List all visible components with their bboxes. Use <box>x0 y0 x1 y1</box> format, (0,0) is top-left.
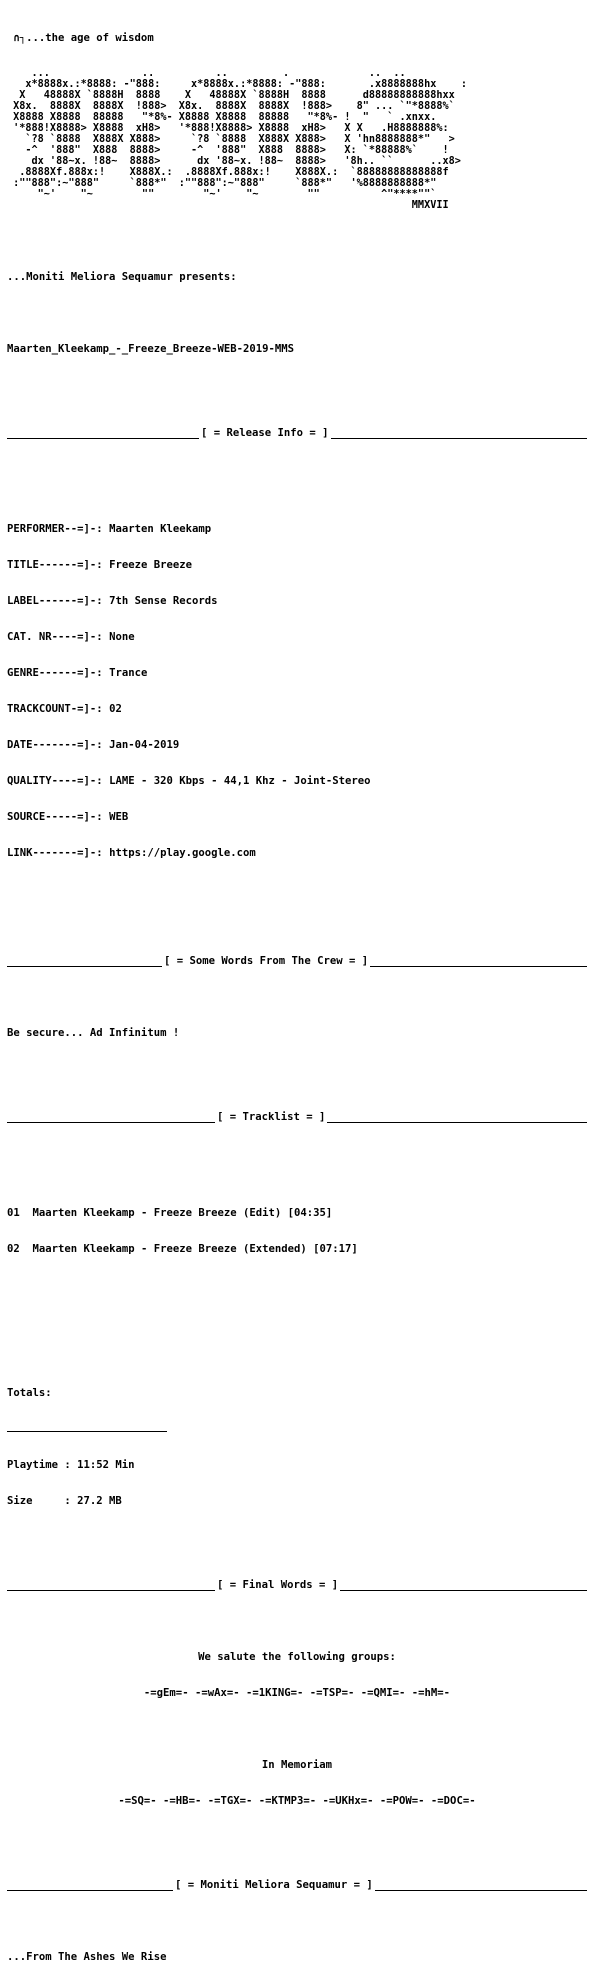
info-row-title: TITLE------=]-: Freeze Breeze <box>7 559 192 571</box>
release-name: Maarten_Kleekamp_-_Freeze_Breeze-WEB-2019-MMS <box>7 343 295 355</box>
section-final-words <box>7 1579 587 1591</box>
info-row-source: SOURCE-----=]-: WEB <box>7 811 129 823</box>
totals-divider <box>7 1423 587 1435</box>
salute-heading: We salute the following groups: <box>198 1651 396 1663</box>
track-row: 01 Maarten Kleekamp - Freeze Breeze (Edit) [04:35] <box>7 1207 333 1219</box>
section-title: [ = Release Info = ] <box>201 427 329 439</box>
totals-label: Totals: <box>7 1387 52 1399</box>
header-line: ∩┐...the age of wisdom <box>7 32 154 44</box>
salute-groups: -=gEm=- -=wAx=- -=1KING=- -=TSP=- -=QMI=- -=hM=- <box>143 1687 451 1699</box>
section-title: [ = Tracklist = ] <box>217 1111 326 1123</box>
crew-words-text: Be secure... Ad Infinitum ! <box>7 1027 180 1039</box>
ascii-art-logo: ... .. .. . .. .. x*8888x.:*8888: -"888: x*8888x.:*8888: -"888: .x8888888hx : X 48888X `8888H 8888 X 48888X `8888H 8888 d88888888888hxx X8x. 8888X 8888X !888> X8x. 8888X 8888X !888> 8" ... `"*8888%` X8888 X8888 88888 "*8%- X8888 X8888 88888 "*8%- ! " ` .xnxx. '*888!X8888> X8888 xH8> '*888!X8888> X8888 xH8> X X .H8888888%: `?8 `8888 X888X X888> `?8 `8888 X888X X888> X 'hn8888888*" > -^ '888" X888 8888> -^ '888" X888 8888> X: `*88888%` ! dx '88~x. !88~ 8888> dx '88~x. !88~ 8888> '8h.. `` ..x8> .8888Xf.888x:! X888X.: .8888Xf.888x:! X888X.: `88888888888888f :""888":~"888" `888*" :""888":~"888" `888*" '%8888888888*" "~' "~ "" "~' "~ "" ^"****""` MMXVII <box>13 68 468 211</box>
totals-size: Size : 27.2 MB <box>7 1495 122 1507</box>
info-row-quality: QUALITY----=]-: LAME - 320 Kbps - 44,1 Khz - Joint-Stereo <box>7 775 371 787</box>
memoriam-groups: -=SQ=- -=HB=- -=TGX=- -=KTMP3=- -=UKHx=- -=POW=- -=DOC=- <box>118 1795 476 1807</box>
totals-playtime: Playtime : 11:52 Min <box>7 1459 135 1471</box>
info-row-genre: GENRE------=]-: Trance <box>7 667 148 679</box>
info-row-date: DATE-------=]-: Jan-04-2019 <box>7 739 180 751</box>
section-title: [ = Final Words = ] <box>217 1579 339 1591</box>
memoriam-heading: In Memoriam <box>261 1759 333 1771</box>
section-title: [ = Some Words From The Crew = ] <box>164 955 369 967</box>
section-tracklist <box>7 1111 587 1123</box>
track-row: 02 Maarten Kleekamp - Freeze Breeze (Extended) [07:17] <box>7 1243 358 1255</box>
release-info-list <box>7 499 587 883</box>
info-row-cat-nr: CAT. NR----=]-: None <box>7 631 135 643</box>
presents-line: ...Moniti Meliora Sequamur presents: <box>7 271 237 283</box>
info-row-performer: PERFORMER--=]-: Maarten Kleekamp <box>7 523 212 535</box>
nfo-document <box>7 8 587 1975</box>
section-footer <box>7 1879 587 1891</box>
info-row-link: LINK-------=]-: https://play.google.com <box>7 847 256 859</box>
section-crew-words <box>7 955 587 967</box>
section-title: [ = Moniti Meliora Sequamur = ] <box>175 1879 373 1891</box>
closing-line: ...From The Ashes We Rise <box>7 1951 167 1963</box>
tracklist <box>7 1183 587 1279</box>
info-row-trackcount: TRACKCOUNT-=]-: 02 <box>7 703 122 715</box>
info-row-label: LABEL------=]-: 7th Sense Records <box>7 595 218 607</box>
section-release-info <box>7 427 587 439</box>
